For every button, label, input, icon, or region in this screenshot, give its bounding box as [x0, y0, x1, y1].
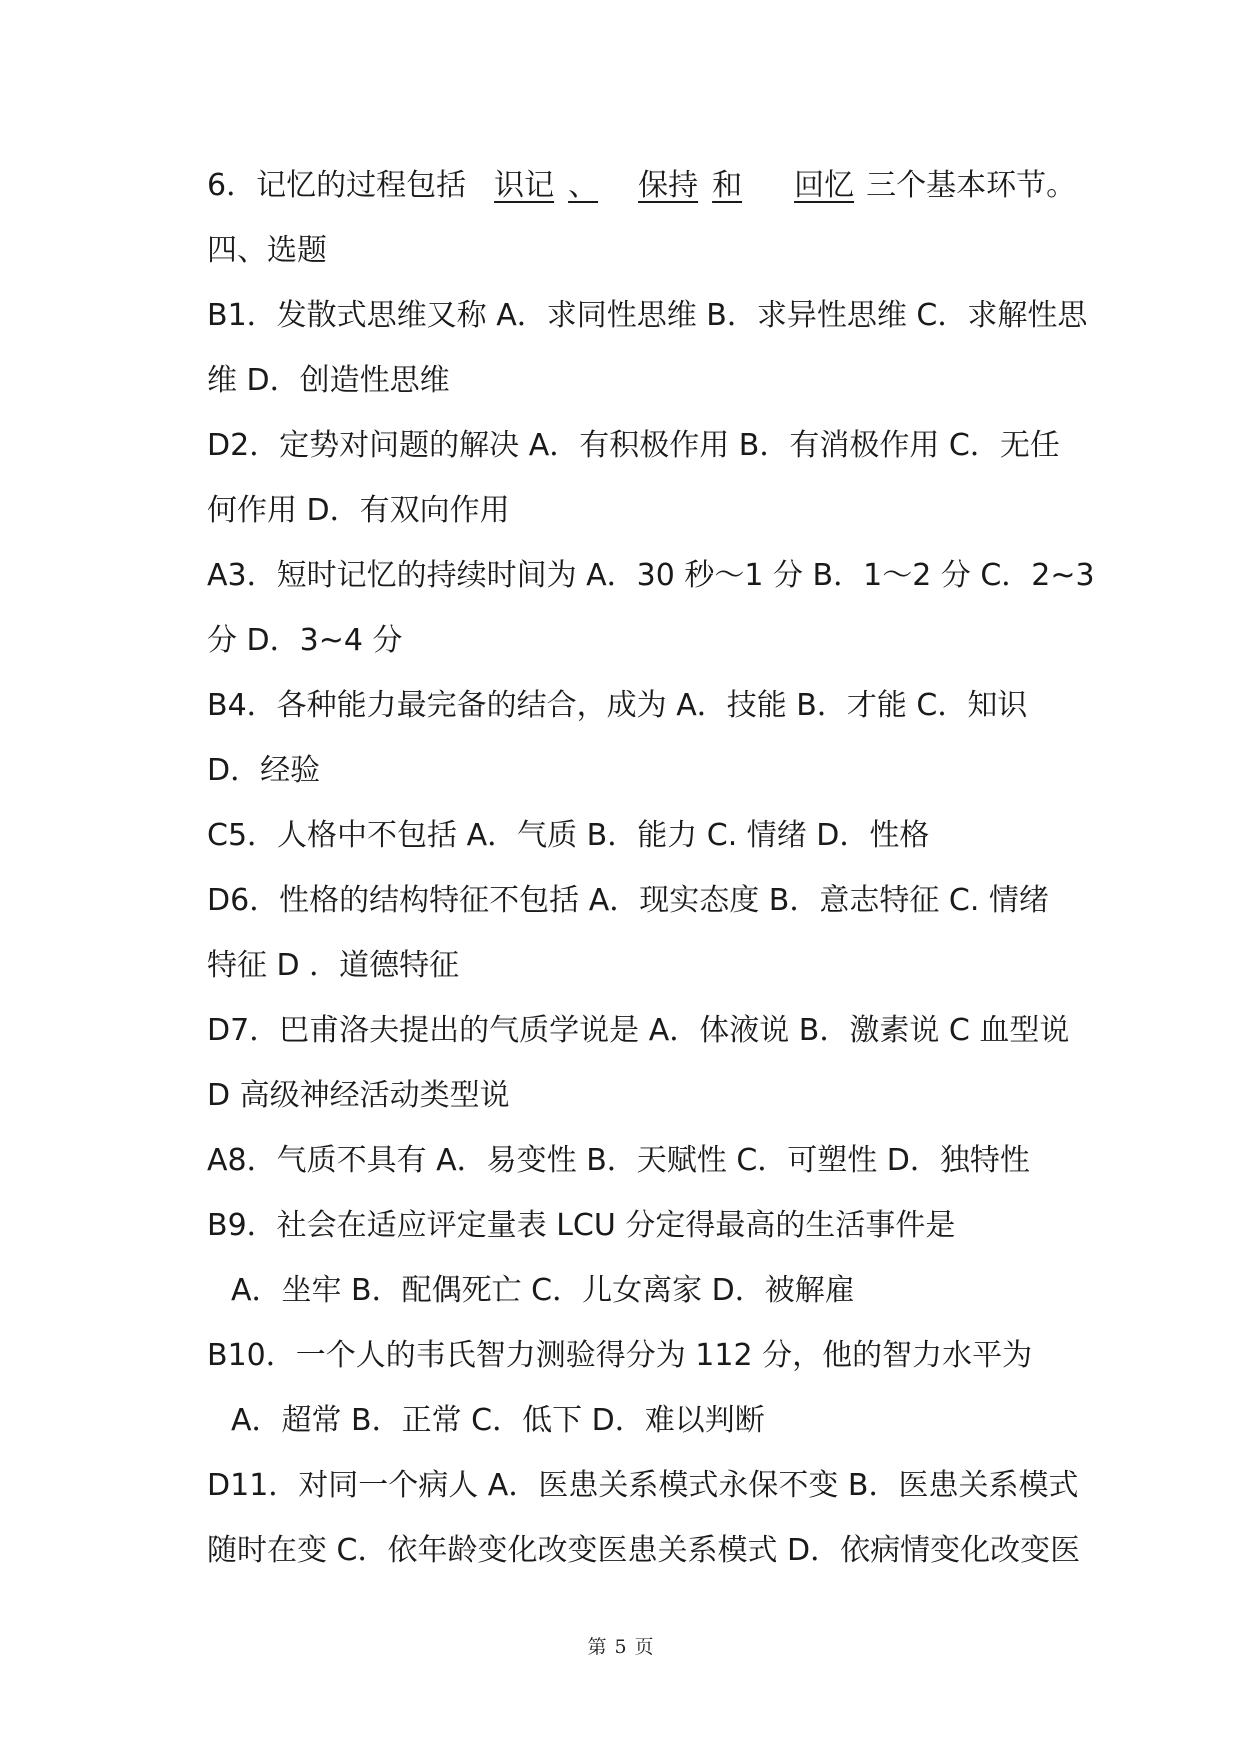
question-options-line: A．超常 B．正常 C．低下 D．难以判断 [231, 1403, 765, 1438]
footer-prefix: 第 [587, 1636, 607, 1658]
q6-prefix: 6．记忆的过程包括 [207, 168, 467, 203]
question-options-line: A．坐牢 B．配偶死亡 C．儿女离家 D．被解雇 [231, 1273, 855, 1308]
q6-sep-1: 、 [568, 168, 599, 203]
question-line: B4．各种能力最完备的结合，成为 A．技能 B．才能 C．知识 [207, 688, 1028, 723]
fill-question-6 [207, 158, 1087, 223]
question-line: D．经验 [207, 753, 321, 788]
question-line: D6．性格的结构特征不包括 A．现实态度 B．意志特征 C. 情绪 [207, 883, 1049, 918]
question-line: 分 D．3~4 分 [207, 623, 403, 658]
question-line: C5．人格中不包括 A．气质 B．能力 C. 情绪 D．性格 [207, 818, 930, 853]
question-line: D7．巴甫洛夫提出的气质学说是 A．体液说 B．激素说 C 血型说 [207, 1013, 1070, 1048]
q6-blank-3: 回忆 [794, 168, 855, 203]
question-line: 随时在变 C．依年龄变化改变医患关系模式 D．依病情变化改变医 [207, 1533, 1081, 1568]
question-line: D2．定势对问题的解决 A．有积极作用 B．有消极作用 C．无任 [207, 428, 1060, 463]
question-line: A3．短时记忆的持续时间为 A．30 秒～1 分 B．1～2 分 C．2~3 [207, 558, 1095, 593]
footer-page-number: 5 [614, 1636, 627, 1658]
q6-answer-blank [494, 168, 854, 203]
section-heading: 四、选题 [207, 233, 327, 268]
page-footer [0, 1632, 1241, 1659]
question-line: A8．气质不具有 A．易变性 B．天赋性 C．可塑性 D．独特性 [207, 1143, 1030, 1178]
q6-blank-2: 保持 [638, 168, 699, 203]
page-content [207, 158, 1095, 1588]
question-line: D11．对同一个病人 A．医患关系模式永保不变 B．医患关系模式 [207, 1468, 1079, 1503]
question-line: B10．一个人的韦氏智力测验得分为 112 分，他的智力水平为 [207, 1338, 1033, 1373]
question-line: 何作用 D．有双向作用 [207, 493, 510, 528]
q6-sep-2: 和 [712, 168, 743, 203]
question-line: B1．发散式思维又称 A．求同性思维 B．求异性思维 C．求解性思 [207, 298, 1088, 333]
question-line: 特征 D ．道德特征 [207, 948, 460, 983]
q6-blank-1: 识记 [494, 168, 555, 203]
q6-suffix: 三个基本环节。 [866, 168, 1077, 203]
question-line: B9．社会在适应评定量表 LCU 分定得最高的生活事件是 [207, 1208, 956, 1243]
question-line: D 高级神经活动类型说 [207, 1078, 510, 1113]
question-line: 维 D．创造性思维 [207, 363, 450, 398]
footer-suffix: 页 [634, 1636, 654, 1658]
